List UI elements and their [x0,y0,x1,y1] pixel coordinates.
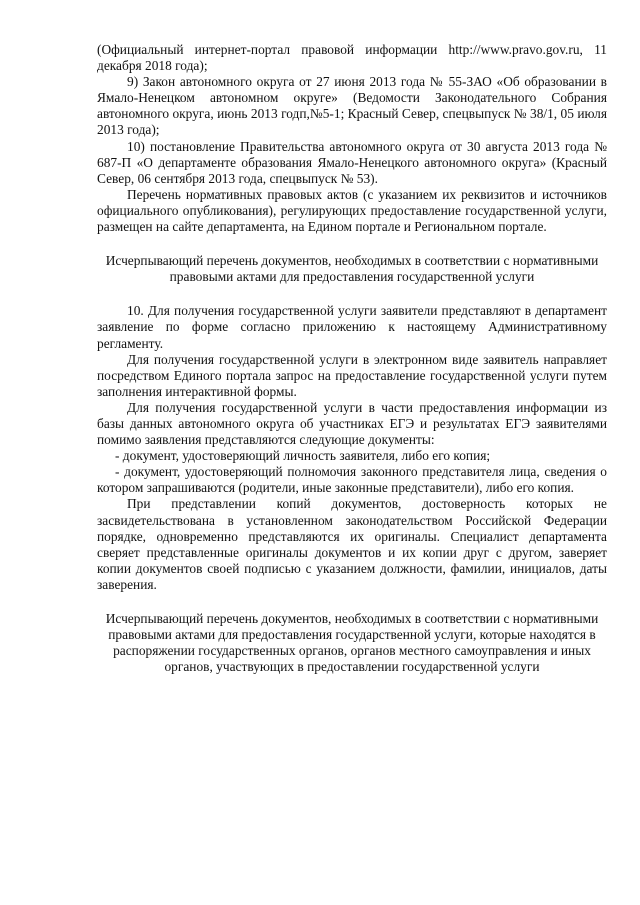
paragraph-applicants-submit: 10. Для получения государственной услуги заявители представляют в департамент заявление по форме согласно приложению к настоящему Административному регламенту. [97,303,607,351]
paragraph-government-decree: 10) постановление Правительства автономного округа от 30 августа 2013 года № 687-П «О департаменте образования Ямало-Ненецкого автономного округа» (Красный Север, 06 сентября 2013 года, спецвыпуск № 53). [97,138,607,186]
spacer [97,285,607,303]
paragraph-copies-verification: При представлении копий документов, достоверность которых не засвидетельствована в установленном законодательством Российской Федерации порядке, одновременно представляются их оригиналы. Специалист департамента сверяет представленные оригиналы документов и их копии друг с другом, заверяет копии документов своей подписью с указанием должности, фамилии, инициалов, даты заверения. [97,496,607,592]
document-page [97,42,607,675]
list-item-identity-document: - документ, удостоверяющий личность заявителя, либо его копия; [115,448,491,464]
spacer [97,593,607,611]
spacer [97,235,607,253]
paragraph-ege-documents: Для получения государственной услуги в части предоставления информации из базы данных автономного округа об участниках ЕГЭ и результатах ЕГЭ заявителями помимо заявления представляются следующие документы: [97,399,607,448]
paragraph-source-pravo: (Официальный интернет-портал правовой информации http://www.pravo.gov.ru, 11 декабря 2018 года); [97,42,607,74]
section-heading-interagency-documents: Исчерпывающий перечень документов, необходимых в соответствии с нормативными правовыми актами для предоставления государственной услуги, которые находятся в распоряжении государственных органов, органов местного самоуправления и иных органов, участвующих в предоставлении государственной услуги [105,611,599,675]
section-heading-documents: Исчерпывающий перечень документов, необходимых в соответствии с нормативными правовыми актами для предоставления государственной услуги [105,253,599,285]
paragraph-acts-list-location: Перечень нормативных правовых актов (с указанием их реквизитов и источников официального опубликования), регулирующих предоставление государственной услуги, размещен на сайте департамента, на Едином портале и Региональном портале. [97,186,607,235]
list-item-representative-document: - документ, удостоверяющий полномочия законного представителя лица, сведения о котором запрашиваются (родители, иные законные представители), либо его копия. [97,464,607,496]
paragraph-law-education: 9) Закон автономного округа от 27 июня 2013 года № 55-ЗАО «Об образовании в Ямало-Ненецком автономном округе» (Ведомости Законодательного Собрания автономного округа, июнь 2013 годп,№5-1; Красный Север, спецвыпуск № 38/1, 05 июля 2013 года); [97,74,607,138]
paragraph-electronic-request: Для получения государственной услуги в электронном виде заявитель направляет посредством Единого портала запрос на предоставление государственной услуги путем заполнения интерактивной формы. [97,351,607,399]
